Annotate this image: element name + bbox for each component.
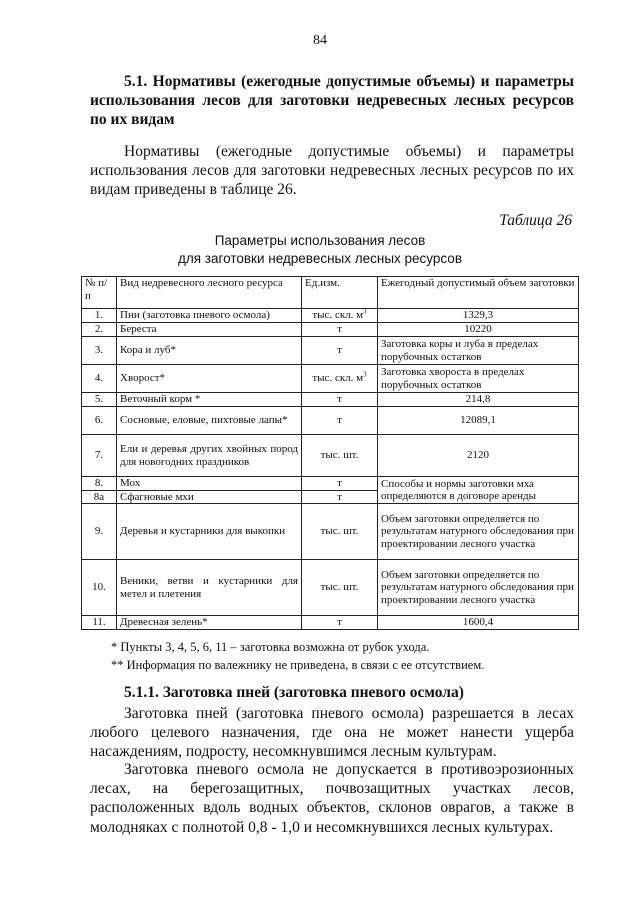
page-number: 84 [313, 33, 327, 48]
row-name: Береста [117, 323, 302, 337]
table-row [82, 407, 579, 435]
header-volume: Ежегодный допустимый объем заготовки [378, 277, 579, 309]
row-unit: тыс. шт. [302, 435, 378, 477]
row-unit: тыс. шт. [302, 504, 378, 560]
row-num: 10. [82, 560, 117, 616]
row-volume: Объем заготовки определяется по результатам натурного обследования при проектировании лесного участка [378, 560, 579, 616]
row-name: Кора и луб* [117, 337, 302, 365]
unit-text: тыс. скл. м [312, 372, 364, 385]
parameters-table [81, 276, 579, 630]
row-volume: 1600,4 [378, 616, 579, 630]
row-unit: т [302, 490, 378, 504]
row-num: 6. [82, 407, 117, 435]
row-num: 2. [82, 323, 117, 337]
table-row [82, 504, 579, 560]
row-name: Деревья и кустарники для выкопки [117, 504, 302, 560]
unit-text: тыс. скл. м [312, 309, 364, 322]
table-caption-line1: Параметры использования лесов [214, 233, 426, 248]
row-volume: 10220 [378, 323, 579, 337]
row-unit: тыс. шт. [302, 560, 378, 616]
row-num: 8а [82, 490, 117, 504]
table-header-row [82, 277, 579, 309]
row-num: 8. [82, 477, 117, 491]
unit-superscript: 3 [363, 307, 367, 316]
footnotes [111, 638, 484, 674]
row-name: Древесная зелень* [117, 616, 302, 630]
row-unit: т [302, 323, 378, 337]
row-unit: т [302, 407, 378, 435]
row-volume: Заготовка хвороста в пределах порубочных остатков [378, 365, 579, 393]
paragraph: Заготовка пневого осмола не допускается в противоэрозионных лесах, на берегозащитных, почвозащитных участках лесов, расположенных вдоль водных объектов, склонов оврагов, а также в молодняках с полнотой 0,8 - 1,0 и несомкнувшихся лесных культурах. [90, 761, 574, 836]
row-volume: Объем заготовки определяется по результатам натурного обследования при проектировании лесного участка [378, 504, 579, 560]
intro-paragraph: Нормативы (ежегодные допустимые объемы) и параметры использования лесов для заготовки недревесных лесных ресурсов по их видам приведены в таблице 26. [90, 143, 574, 198]
row-volume: Заготовка коры и луба в пределах порубочных остатков [378, 337, 579, 365]
row-volume: 214,8 [378, 393, 579, 407]
row-unit: т [302, 337, 378, 365]
footnote: ** Информация по валежнику не приведена, в связи с ее отсутствием. [111, 658, 485, 672]
table-caption-line2: для заготовки недревесных лесных ресурсов [177, 251, 462, 266]
table-row [82, 309, 579, 323]
header-name: Вид недревесного лесного ресурса [117, 277, 302, 309]
table-row [82, 435, 579, 477]
row-name: Хворост* [117, 365, 302, 393]
row-num: 1. [82, 309, 117, 323]
row-name: Сфагновые мхи [117, 490, 302, 504]
row-volume: 2120 [378, 435, 579, 477]
row-unit: т [302, 477, 378, 491]
row-unit: т [302, 616, 378, 630]
table-caption [0, 232, 640, 268]
table-row [82, 323, 579, 337]
row-num: 11. [82, 616, 117, 630]
table-row [82, 393, 579, 407]
row-name: Пни (заготовка пневого осмола) [117, 309, 302, 323]
row-name: Сосновые, еловые, пихтовые лапы* [117, 407, 302, 435]
row-volume: 1329,3 [378, 309, 579, 323]
row-num: 4. [82, 365, 117, 393]
footnote: * Пункты 3, 4, 5, 6, 11 – заготовка возможна от рубок ухода. [111, 640, 430, 654]
table-row [82, 365, 579, 393]
table-row [82, 616, 579, 630]
table-row [82, 560, 579, 616]
row-unit [302, 365, 378, 393]
row-num: 5. [82, 393, 117, 407]
row-name: Ели и деревья других хвойных пород для новогодних праздников [117, 435, 302, 477]
table-row [82, 337, 579, 365]
unit-superscript: 3 [363, 370, 367, 379]
row-num: 9. [82, 504, 117, 560]
row-unit: т [302, 393, 378, 407]
row-volume: 12089,1 [378, 407, 579, 435]
row-unit [302, 309, 378, 323]
row-name: Веники, ветви и кустарники для метел и плетения [117, 560, 302, 616]
row-num: 7. [82, 435, 117, 477]
row-name: Мох [117, 477, 302, 491]
header-num: № п/п [82, 277, 117, 309]
paragraph: Заготовка пней (заготовка пневого осмола) разрешается в лесах любого целевого назначения, где она не может нанести ущерба насаждениям, подросту, несомкнувшимся лесным культурам. [90, 705, 574, 761]
section-heading: 5.1. Нормативы (ежегодные допустимые объемы) и параметры использования лесов для заготовки недревесных лесных ресурсов по их видам [90, 73, 574, 128]
table-number: Таблица 26 [499, 212, 572, 229]
row-name: Веточный корм * [117, 393, 302, 407]
row-num: 3. [82, 337, 117, 365]
sub-heading: 5.1.1. Заготовка пней (заготовка пневого осмола) [124, 684, 464, 701]
table-row [82, 477, 579, 491]
header-unit: Ед.изм. [302, 277, 378, 309]
row-volume-moss: Способы и нормы заготовки мха определяются в договоре аренды [378, 477, 579, 504]
